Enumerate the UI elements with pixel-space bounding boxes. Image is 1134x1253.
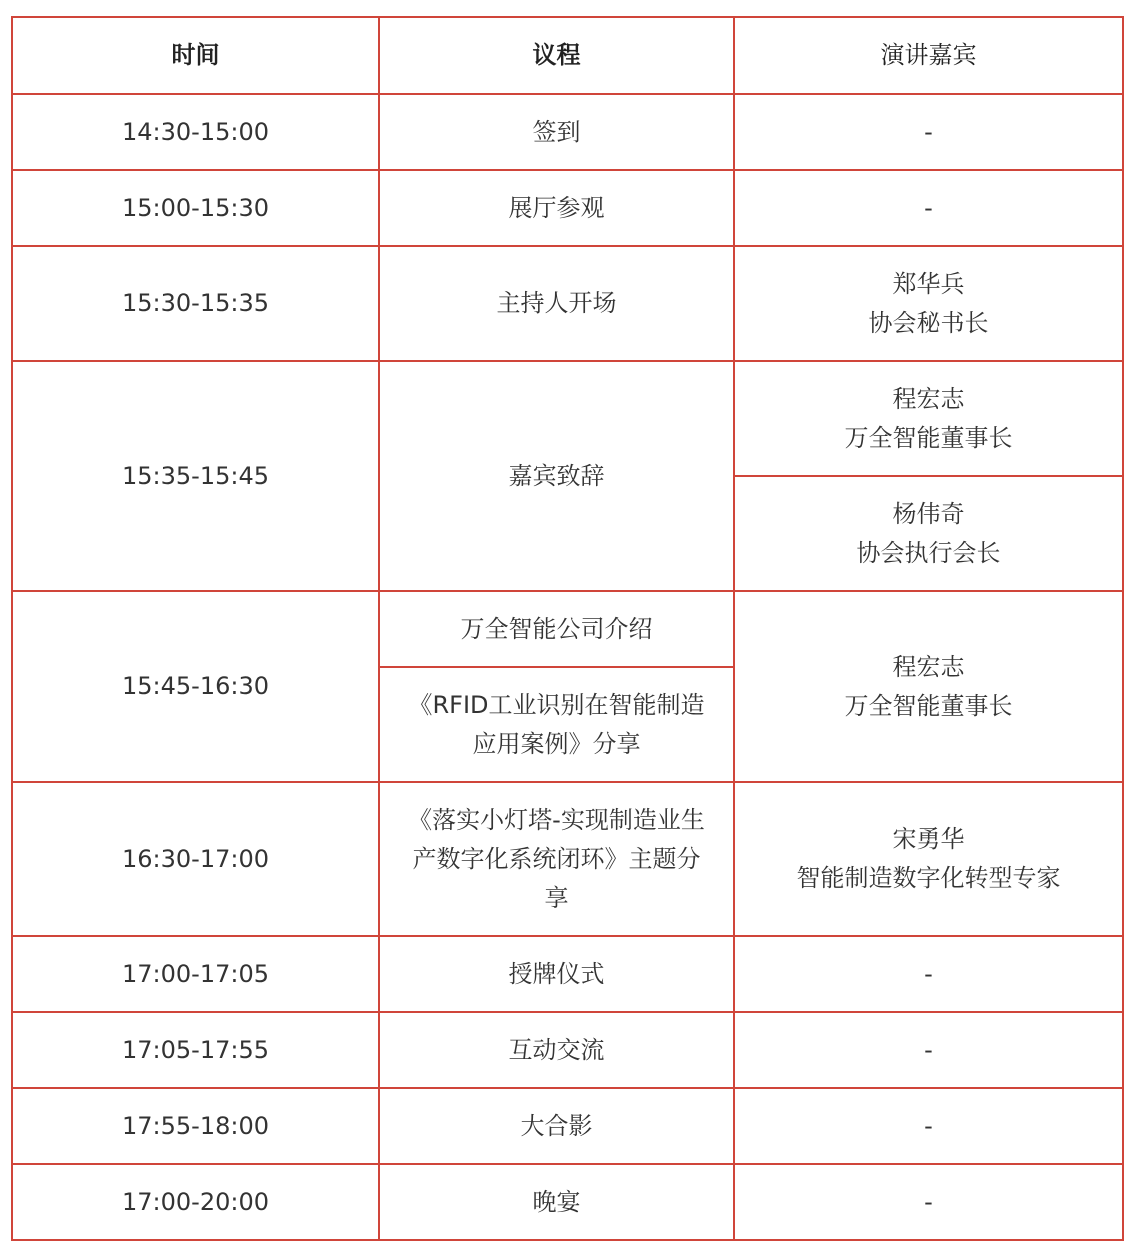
speaker-title: 智能制造数字化转型专家 xyxy=(796,864,1061,892)
table-row xyxy=(12,1088,1123,1164)
speaker-cell: - xyxy=(734,94,1123,170)
agenda-cell: 嘉宾致辞 xyxy=(379,361,734,591)
speaker-cell xyxy=(734,476,1123,591)
agenda-line: 应用案例》分享 xyxy=(472,729,641,758)
speaker-title: 协会执行会长 xyxy=(856,538,1001,567)
table-row xyxy=(12,591,1123,667)
agenda-cell: 主持人开场 xyxy=(379,246,734,361)
agenda-line: 产数字化系统闭环》主题分 xyxy=(412,844,701,873)
table-row xyxy=(12,94,1123,170)
time-cell: 15:35-15:45 xyxy=(12,361,379,591)
speaker-name: 程宏志 xyxy=(892,652,965,681)
agenda-line: 《RFID工业识别在智能制造 xyxy=(408,690,705,719)
speaker-cell: - xyxy=(734,170,1123,246)
speaker-name: 程宏志 xyxy=(892,384,965,413)
time-cell: 17:00-20:00 xyxy=(12,1164,379,1240)
table-row xyxy=(12,936,1123,1012)
table-row xyxy=(12,170,1123,246)
agenda-cell: 签到 xyxy=(379,94,734,170)
speaker-cell xyxy=(734,782,1123,936)
table-row xyxy=(12,1164,1123,1240)
table-header-row xyxy=(12,17,1123,94)
header-agenda: 议程 xyxy=(379,17,734,94)
speaker-title: 万全智能董事长 xyxy=(844,423,1013,452)
table-row xyxy=(12,782,1123,936)
time-cell: 15:45-16:30 xyxy=(12,591,379,782)
header-time: 时间 xyxy=(12,17,379,94)
time-cell: 14:30-15:00 xyxy=(12,94,379,170)
table-row xyxy=(12,1012,1123,1088)
agenda-cell: 互动交流 xyxy=(379,1012,734,1088)
agenda-cell: 万全智能公司介绍 xyxy=(379,591,734,667)
time-cell: 17:55-18:00 xyxy=(12,1088,379,1164)
time-cell: 15:30-15:35 xyxy=(12,246,379,361)
speaker-cell: - xyxy=(734,936,1123,1012)
agenda-cell xyxy=(379,667,734,782)
speaker-title: 协会秘书长 xyxy=(868,308,989,337)
time-cell: 17:05-17:55 xyxy=(12,1012,379,1088)
speaker-name: 宋勇华 xyxy=(892,825,965,853)
agenda-cell: 展厅参观 xyxy=(379,170,734,246)
speaker-cell xyxy=(734,246,1123,361)
agenda-cell xyxy=(379,782,734,936)
speaker-cell xyxy=(734,591,1123,782)
agenda-table xyxy=(11,16,1124,1241)
speaker-cell: - xyxy=(734,1088,1123,1164)
time-cell: 15:00-15:30 xyxy=(12,170,379,246)
speaker-title: 万全智能董事长 xyxy=(844,691,1013,720)
time-cell: 16:30-17:00 xyxy=(12,782,379,936)
speaker-name: 杨伟奇 xyxy=(892,499,965,528)
speaker-name: 郑华兵 xyxy=(892,269,965,298)
agenda-cell: 授牌仪式 xyxy=(379,936,734,1012)
speaker-cell: - xyxy=(734,1012,1123,1088)
agenda-line: 《落实小灯塔-实现制造业生 xyxy=(408,805,705,834)
speaker-cell: - xyxy=(734,1164,1123,1240)
agenda-line: 享 xyxy=(544,883,569,912)
header-speaker: 演讲嘉宾 xyxy=(734,17,1123,94)
agenda-cell: 大合影 xyxy=(379,1088,734,1164)
agenda-cell: 晚宴 xyxy=(379,1164,734,1240)
speaker-cell xyxy=(734,361,1123,476)
table-row xyxy=(12,246,1123,361)
table-row xyxy=(12,361,1123,476)
time-cell: 17:00-17:05 xyxy=(12,936,379,1012)
